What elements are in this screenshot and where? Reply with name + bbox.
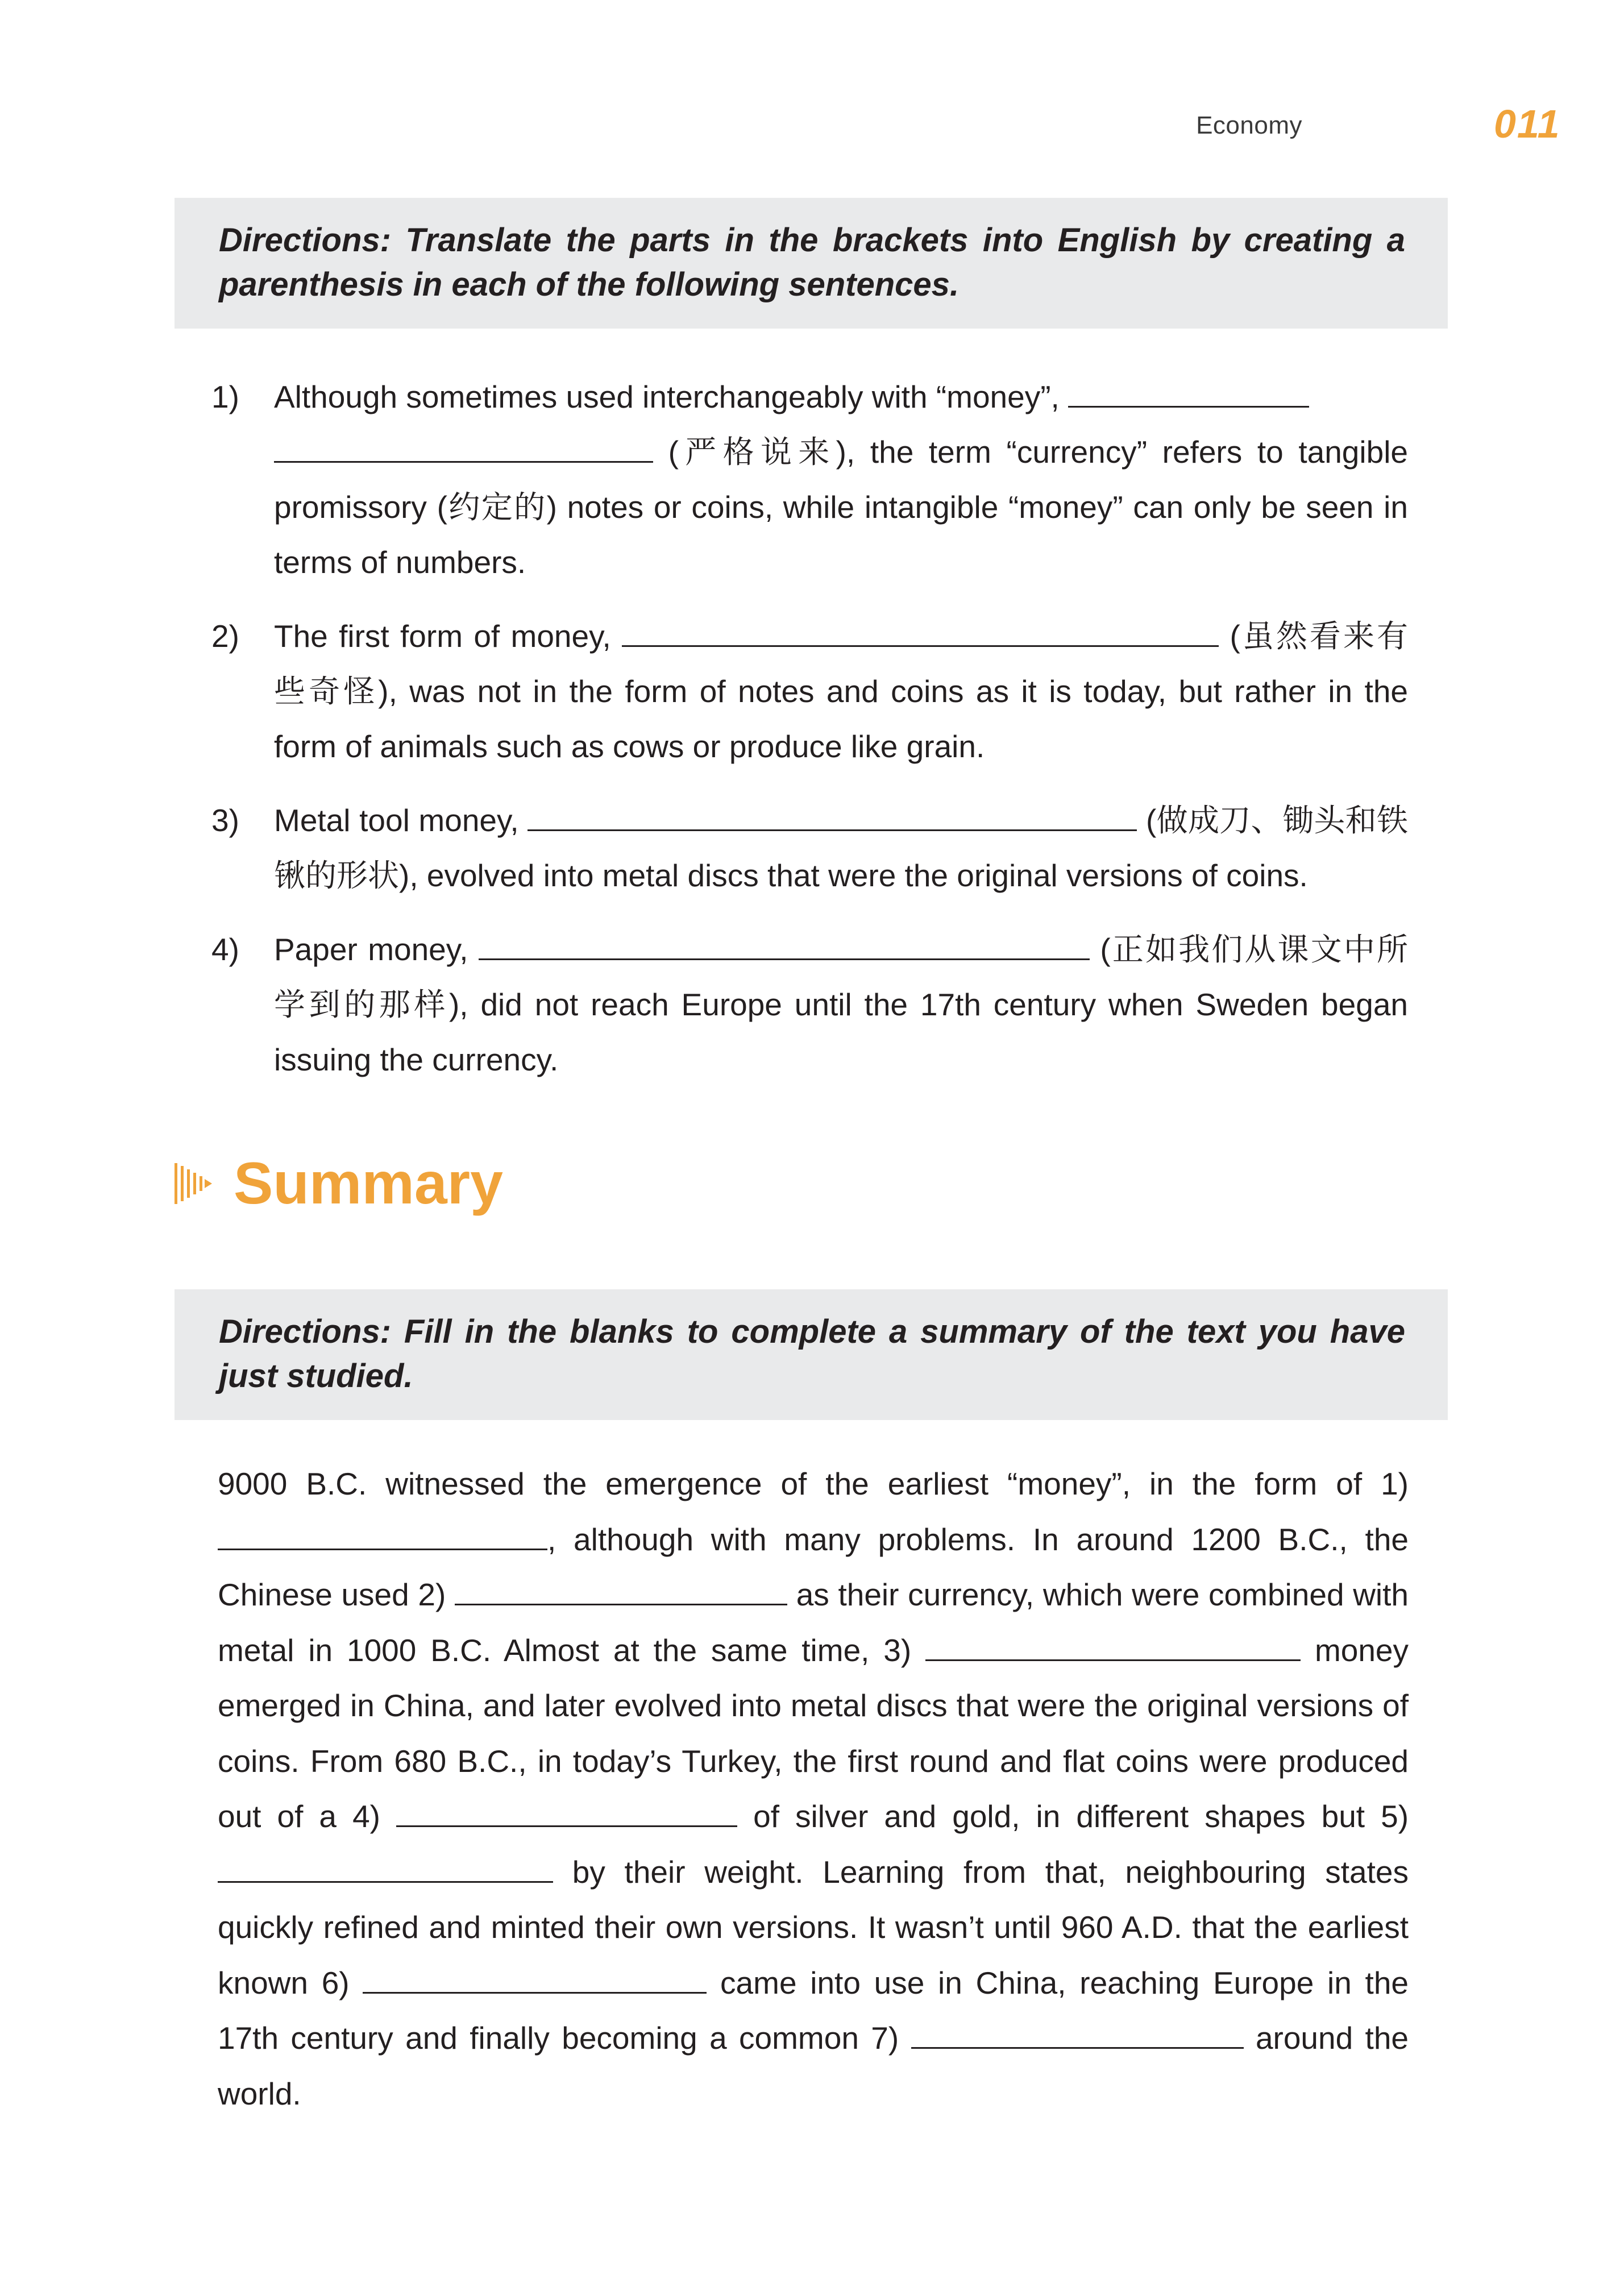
exercise-item-3: [211, 793, 1408, 903]
summary-text: of silver and gold, in different shapes but 5): [753, 1799, 1409, 1834]
answer-blank-continued[interactable]: [274, 428, 653, 463]
summary-text: , although with many problems. In around 1200 B.C., the Chinese used 2): [218, 1521, 1409, 1612]
exercise-item-1: [211, 370, 1408, 590]
translation-directions: Directions: Translate the parts in the brackets into English by creating a parenthesis in each of the following sentences.: [219, 222, 1405, 303]
item-text-before: Although sometimes used interchangeably with “money”,: [274, 379, 1060, 414]
summary-text: around the world.: [218, 2020, 1409, 2111]
item-number: 1): [211, 379, 239, 414]
item-number: 3): [211, 803, 239, 838]
summary-directions-box: [175, 1289, 1448, 1420]
page-number: 011: [1494, 102, 1561, 146]
item-text-after: (正如我们从课文中所学到的那样), did not reach Europe until the 17th century when Sweden began issuing the currency.: [274, 932, 1409, 1077]
summary-blank-2[interactable]: [455, 1572, 787, 1605]
exercise-item-4: [211, 922, 1408, 1087]
answer-blank[interactable]: [528, 796, 1137, 831]
item-text-after: (虽然看来有些奇怪), was not in the form of notes and coins as it is today, but rather in the form of animals such as cows or produce like grain.: [274, 619, 1408, 764]
translation-exercise-list: [211, 370, 1408, 1106]
answer-blank[interactable]: [622, 612, 1219, 647]
summary-text: money emerged in China, and later evolved into metal discs that were the original versions of coins. From 680 B.C., in today’s Turkey, the first round and flat coins were produced out of a 4): [218, 1632, 1409, 1834]
item-text-before: Metal tool money,: [274, 803, 519, 838]
summary-paragraph: [218, 1456, 1409, 2122]
item-number: 4): [211, 932, 239, 967]
summary-text: came into use in China, reaching Europe in the 17th century and finally becoming a common 7): [218, 1965, 1409, 2056]
summary-blank-4[interactable]: [396, 1794, 737, 1827]
summary-blank-7[interactable]: [911, 2015, 1244, 2049]
exercise-item-2: [211, 609, 1408, 774]
translation-directions-box: [175, 198, 1448, 329]
item-text-before: The first form of money,: [274, 619, 611, 654]
item-text-after: (做成刀、锄头和铁锹的形状), evolved into metal discs that were the original versions of coins.: [274, 803, 1408, 893]
item-text-before: Paper money,: [274, 932, 468, 967]
item-number: 2): [211, 619, 239, 654]
summary-blank-5[interactable]: [218, 1849, 553, 1883]
summary-directions: Directions: Fill in the blanks to complete a summary of the text you have just studied.: [219, 1313, 1405, 1394]
answer-blank[interactable]: [1068, 373, 1309, 408]
summary-text: as their currency, which were combined with metal in 1000 B.C. Almost at the same time, 3): [218, 1577, 1409, 1668]
summary-blank-3[interactable]: [925, 1628, 1301, 1661]
summary-blank-6[interactable]: [363, 1960, 707, 1994]
running-header-section: Economy: [1196, 111, 1302, 139]
summary-title: Summary: [234, 1151, 503, 1217]
item-text-after: (严格说来), the term “currency” refers to tangible promissory (约定的) notes or coins, while intangible “money” can only be seen in terms of numbers.: [274, 434, 1409, 580]
summary-text: by their weight. Learning from that, neighbouring states quickly refined and minted their own versions. It wasn’t until 960 A.D. that the earliest known 6): [218, 1854, 1409, 2000]
answer-blank[interactable]: [479, 925, 1090, 960]
play-bars-icon: [173, 1161, 213, 1206]
summary-text: 9000 B.C. witnessed the emergence of the earliest “money”, in the form of 1): [218, 1466, 1409, 1501]
summary-heading: [173, 1151, 503, 1217]
summary-blank-1[interactable]: [218, 1517, 547, 1550]
